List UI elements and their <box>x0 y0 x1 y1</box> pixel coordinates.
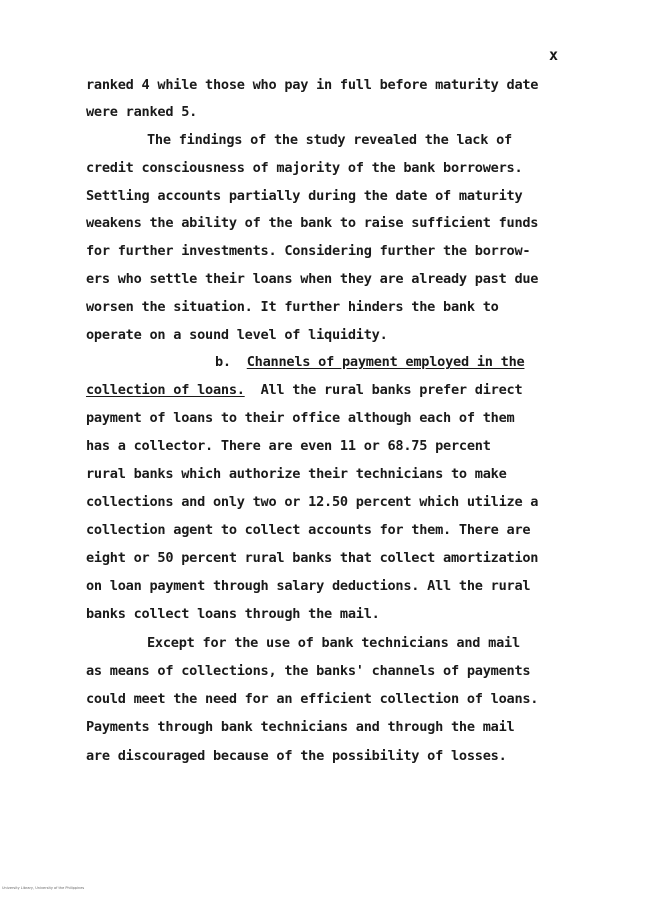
text-line: rural banks which authorize their technicians to make <box>86 466 507 482</box>
text-line: were ranked 5. <box>86 104 198 120</box>
text-line: as means of collections, the banks' channels of payments <box>86 663 531 679</box>
text-line: ers who settle their loans when they are already past due <box>86 271 539 287</box>
text-line: Settling accounts partially during the date of maturity <box>86 188 523 204</box>
text-line: Payments through bank technicians and through the mail <box>86 719 515 735</box>
text-line: could meet the need for an efficient collection of loans. <box>86 691 539 707</box>
section-heading-continued-line <box>86 381 522 399</box>
text-line: ranked 4 while those who pay in full before maturity date <box>86 77 539 93</box>
text-line: banks collect loans through the mail. <box>86 606 380 622</box>
text-line: on loan payment through salary deductions. All the rural <box>86 578 531 594</box>
section-heading: Channels of payment employed in the <box>246 354 525 370</box>
text-line: for further investments. Considering further the borrow- <box>86 243 531 259</box>
text-line: collection agent to collect accounts for them. There are <box>86 522 531 538</box>
section-label: b. <box>215 354 231 370</box>
text-line: Except for the use of bank technicians and mail <box>147 635 520 651</box>
text-line: collections and only two or 12.50 percent which utilize a <box>86 494 539 510</box>
text-line: eight or 50 percent rural banks that collect amortization <box>86 550 539 566</box>
text-line: The findings of the study revealed the lack of <box>147 132 512 148</box>
section-first-sentence: All the rural banks prefer direct <box>260 382 523 398</box>
text-line: operate on a sound level of liquidity. <box>86 327 388 343</box>
text-line: has a collector. There are even 11 or 68.75 percent <box>86 438 491 454</box>
library-imprint: University Library, University of the Philippines <box>2 886 85 890</box>
text-line: credit consciousness of majority of the bank borrowers. <box>86 160 523 176</box>
section-heading-continued: collection of loans. <box>86 382 245 398</box>
text-line: payment of loans to their office although each of them <box>86 410 515 426</box>
section-heading-line <box>215 353 524 371</box>
text-line: are discouraged because of the possibility of losses. <box>86 748 507 764</box>
text-line: weakens the ability of the bank to raise sufficient funds <box>86 215 539 231</box>
page-number: x <box>549 46 559 64</box>
text-line: worsen the situation. It further hinders the bank to <box>86 299 499 315</box>
